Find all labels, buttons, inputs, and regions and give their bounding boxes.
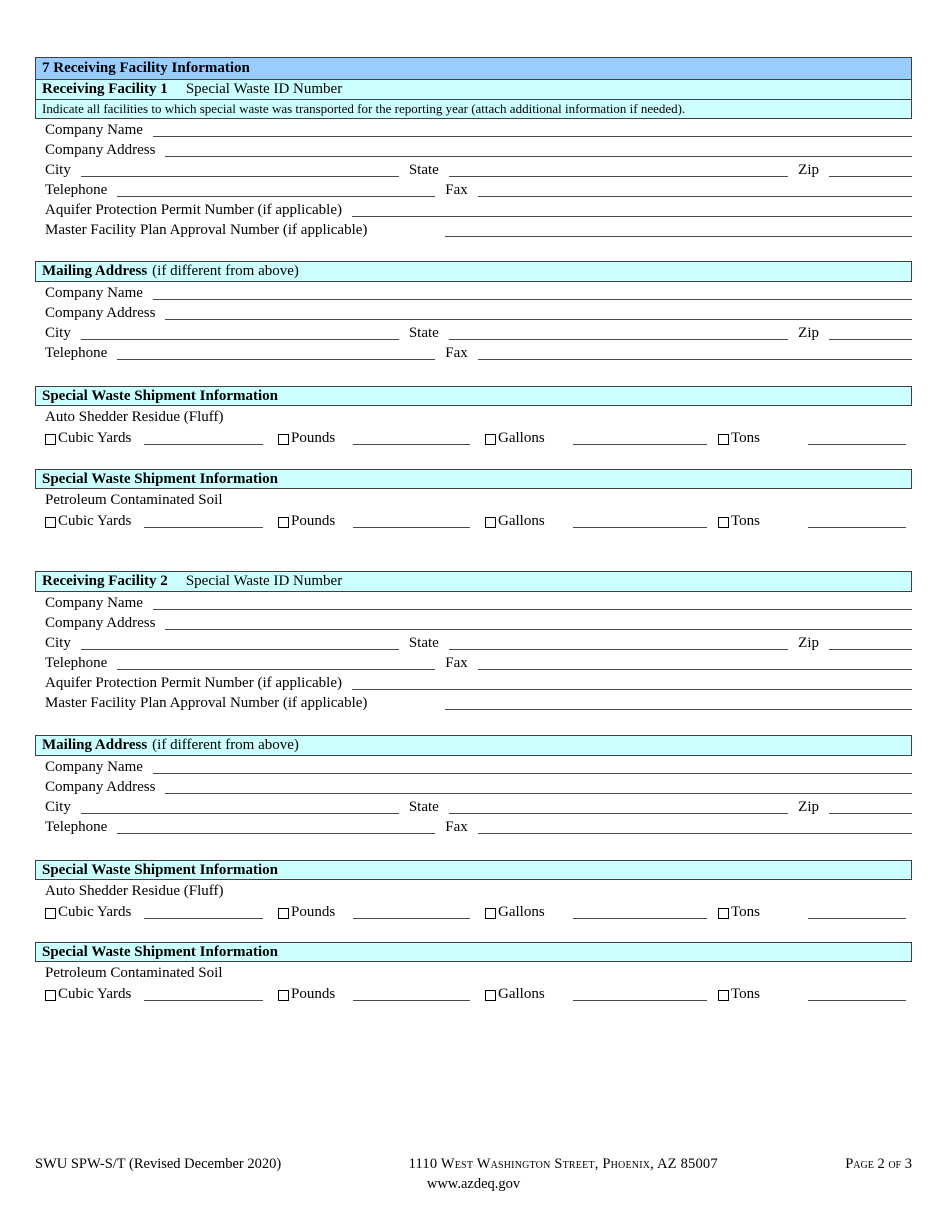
city-label: City: [45, 162, 71, 178]
agency-address: 1110 West Washington Street, Phoenix, AZ 85007: [408, 1156, 718, 1172]
company-address-label: Company Address: [45, 305, 156, 321]
fax-input-line[interactable]: [478, 359, 912, 360]
telephone-input-line[interactable]: [117, 669, 435, 670]
aquifer-permit-input-line[interactable]: [352, 216, 912, 217]
company-address-row: [35, 776, 912, 796]
mailing-address-title: Mailing Address: [42, 737, 148, 753]
telephone-input-line[interactable]: [117, 196, 435, 197]
gallons-input-line[interactable]: [573, 527, 707, 528]
tons-label: Tons: [731, 430, 760, 446]
master-plan-label: Master Facility Plan Approval Number (if applicable): [45, 222, 368, 238]
form-revision-label: SWU SPW-S/T (Revised December 2020): [35, 1156, 282, 1172]
gallons-input-line[interactable]: [573, 444, 707, 445]
gallons-label: Gallons: [498, 986, 545, 1002]
cubic-yards-label: Cubic Yards: [58, 904, 132, 920]
fax-input-line[interactable]: [478, 669, 912, 670]
city-state-zip-row: [35, 632, 912, 652]
company-name-row: [35, 592, 912, 612]
fax-label: Fax: [445, 819, 468, 835]
telephone-input-line[interactable]: [117, 359, 435, 360]
pounds-input-line[interactable]: [353, 527, 470, 528]
cubic-yards-label: Cubic Yards: [58, 986, 132, 1002]
mailing-address-subtitle: (if different from above): [152, 737, 299, 753]
zip-input-line[interactable]: [829, 649, 912, 650]
material-name-row: [35, 406, 912, 426]
gallons-checkbox[interactable]: [485, 517, 496, 528]
cubic-yards-checkbox[interactable]: [45, 990, 56, 1001]
pounds-label: Pounds: [291, 904, 336, 920]
pounds-checkbox[interactable]: [278, 434, 289, 445]
page-footer: [35, 1156, 912, 1193]
fax-input-line[interactable]: [478, 833, 912, 834]
zip-input-line[interactable]: [829, 339, 912, 340]
company-name-row: [35, 282, 912, 302]
pounds-checkbox[interactable]: [278, 908, 289, 919]
pounds-input-line[interactable]: [353, 918, 470, 919]
city-state-zip-row: [35, 159, 912, 179]
company-name-input-line[interactable]: [153, 773, 912, 774]
material-name: Petroleum Contaminated Soil: [45, 492, 223, 508]
pounds-label: Pounds: [291, 513, 336, 529]
tons-input-line[interactable]: [808, 444, 906, 445]
section-7-header-box: [35, 57, 912, 119]
cubic-yards-checkbox[interactable]: [45, 517, 56, 528]
zip-label: Zip: [798, 162, 819, 178]
cubic-yards-checkbox[interactable]: [45, 434, 56, 445]
pounds-checkbox[interactable]: [278, 517, 289, 528]
company-address-row: [35, 612, 912, 632]
receiving-facility-1-header: [36, 79, 911, 99]
master-plan-row: [35, 219, 912, 239]
facility-2-title: Receiving Facility 2: [42, 573, 168, 589]
tons-checkbox[interactable]: [718, 908, 729, 919]
zip-label: Zip: [798, 635, 819, 651]
pounds-checkbox[interactable]: [278, 990, 289, 1001]
mailing-address-subtitle: (if different from above): [152, 263, 299, 279]
shipment-info-header: [35, 469, 912, 489]
telephone-label: Telephone: [45, 819, 108, 835]
page-number: Page 2 of 3: [845, 1156, 912, 1172]
units-row: [35, 426, 912, 447]
tons-checkbox[interactable]: [718, 517, 729, 528]
master-plan-input-line[interactable]: [445, 709, 912, 710]
city-input-line[interactable]: [81, 176, 399, 177]
tons-label: Tons: [731, 513, 760, 529]
zip-input-line[interactable]: [829, 176, 912, 177]
aquifer-permit-row: [35, 199, 912, 219]
cubic-yards-input-line[interactable]: [144, 918, 263, 919]
shipment-info-title: Special Waste Shipment Information: [42, 943, 278, 960]
city-input-line[interactable]: [81, 339, 399, 340]
fax-input-line[interactable]: [478, 196, 912, 197]
section-7-title-text: 7 Receiving Facility Information: [42, 60, 250, 76]
tons-input-line[interactable]: [808, 1000, 906, 1001]
facility-2-fields: [35, 592, 912, 712]
company-name-row: [35, 756, 912, 776]
master-plan-row: [35, 692, 912, 712]
cubic-yards-input-line[interactable]: [144, 444, 263, 445]
company-address-label: Company Address: [45, 142, 156, 158]
pounds-input-line[interactable]: [353, 444, 470, 445]
units-row: [35, 900, 912, 921]
pounds-label: Pounds: [291, 986, 336, 1002]
company-name-input-line[interactable]: [153, 136, 912, 137]
material-name: Auto Shedder Residue (Fluff): [45, 409, 224, 425]
company-address-input-line[interactable]: [165, 156, 912, 157]
telephone-label: Telephone: [45, 345, 108, 361]
fax-label: Fax: [445, 345, 468, 361]
material-name-row: [35, 962, 912, 982]
state-label: State: [408, 162, 439, 178]
state-input-line[interactable]: [449, 339, 788, 340]
units-row: [35, 509, 912, 530]
state-label: State: [408, 325, 439, 341]
company-address-label: Company Address: [45, 779, 156, 795]
material-name: Auto Shedder Residue (Fluff): [45, 883, 224, 899]
company-name-label: Company Name: [45, 122, 143, 138]
instruction-row: [36, 99, 911, 118]
section-7-title: [36, 58, 911, 79]
fax-label: Fax: [445, 182, 468, 198]
pounds-label: Pounds: [291, 430, 336, 446]
company-address-input-line[interactable]: [165, 319, 912, 320]
company-name-input-line[interactable]: [153, 299, 912, 300]
gallons-label: Gallons: [498, 513, 545, 529]
tons-checkbox[interactable]: [718, 990, 729, 1001]
aquifer-permit-label: Aquifer Protection Permit Number (if applicable): [45, 202, 342, 218]
company-name-label: Company Name: [45, 285, 143, 301]
facility-2-mailing-fields: [35, 756, 912, 836]
pounds-input-line[interactable]: [353, 1000, 470, 1001]
shipment-info-header: [35, 860, 912, 880]
telephone-fax-row: [35, 179, 912, 199]
cubic-yards-label: Cubic Yards: [58, 513, 132, 529]
telephone-input-line[interactable]: [117, 833, 435, 834]
gallons-label: Gallons: [498, 904, 545, 920]
material-name-row: [35, 880, 912, 900]
city-state-zip-row: [35, 322, 912, 342]
aquifer-permit-label: Aquifer Protection Permit Number (if applicable): [45, 675, 342, 691]
city-label: City: [45, 635, 71, 651]
gallons-label: Gallons: [498, 430, 545, 446]
telephone-fax-row: [35, 342, 912, 362]
instruction-text: Indicate all facilities to which special waste was transported for the reporting year (attach additional information if needed).: [42, 101, 686, 116]
gallons-input-line[interactable]: [573, 918, 707, 919]
facility-1-title: Receiving Facility 1: [42, 81, 168, 97]
company-name-label: Company Name: [45, 595, 143, 611]
company-address-input-line[interactable]: [165, 793, 912, 794]
mailing-address-title: Mailing Address: [42, 263, 148, 279]
company-name-row: [35, 119, 912, 139]
material-name-row: [35, 489, 912, 509]
shipment-info-title: Special Waste Shipment Information: [42, 387, 278, 404]
state-input-line[interactable]: [449, 176, 788, 177]
city-input-line[interactable]: [81, 813, 399, 814]
tons-checkbox[interactable]: [718, 434, 729, 445]
state-label: State: [408, 635, 439, 651]
state-input-line[interactable]: [449, 813, 788, 814]
shipment-info-title: Special Waste Shipment Information: [42, 470, 278, 487]
telephone-fax-row: [35, 816, 912, 836]
mailing-address-header-1: [35, 261, 912, 282]
tons-label: Tons: [731, 904, 760, 920]
company-address-input-line[interactable]: [165, 629, 912, 630]
shipment-info-title: Special Waste Shipment Information: [42, 861, 278, 878]
gallons-input-line[interactable]: [573, 1000, 707, 1001]
cubic-yards-label: Cubic Yards: [58, 430, 132, 446]
shipment-info-header: [35, 386, 912, 406]
master-plan-input-line[interactable]: [445, 236, 912, 237]
tons-input-line[interactable]: [808, 527, 906, 528]
tons-input-line[interactable]: [808, 918, 906, 919]
company-name-input-line[interactable]: [153, 609, 912, 610]
tons-label: Tons: [731, 986, 760, 1002]
facility-1-fields: [35, 119, 912, 239]
master-plan-label: Master Facility Plan Approval Number (if applicable): [45, 695, 368, 711]
cubic-yards-input-line[interactable]: [144, 1000, 263, 1001]
city-label: City: [45, 799, 71, 815]
company-name-label: Company Name: [45, 759, 143, 775]
special-waste-id-label: Special Waste ID Number: [185, 573, 343, 589]
city-input-line[interactable]: [81, 649, 399, 650]
company-address-row: [35, 302, 912, 322]
special-waste-id-label: Special Waste ID Number: [185, 81, 343, 97]
zip-input-line[interactable]: [829, 813, 912, 814]
cubic-yards-checkbox[interactable]: [45, 908, 56, 919]
telephone-label: Telephone: [45, 182, 108, 198]
shipment-info-header: [35, 942, 912, 962]
units-row: [35, 982, 912, 1003]
company-address-row: [35, 139, 912, 159]
agency-website: www.azdeq.gov: [426, 1176, 521, 1192]
gallons-checkbox[interactable]: [485, 990, 496, 1001]
telephone-fax-row: [35, 652, 912, 672]
material-name: Petroleum Contaminated Soil: [45, 965, 223, 981]
company-address-label: Company Address: [45, 615, 156, 631]
mailing-address-header-2: [35, 735, 912, 756]
zip-label: Zip: [798, 799, 819, 815]
state-label: State: [408, 799, 439, 815]
city-label: City: [45, 325, 71, 341]
receiving-facility-2-header: [35, 571, 912, 592]
fax-label: Fax: [445, 655, 468, 671]
gallons-checkbox[interactable]: [485, 908, 496, 919]
state-input-line[interactable]: [449, 649, 788, 650]
city-state-zip-row: [35, 796, 912, 816]
telephone-label: Telephone: [45, 655, 108, 671]
aquifer-permit-input-line[interactable]: [352, 689, 912, 690]
cubic-yards-input-line[interactable]: [144, 527, 263, 528]
gallons-checkbox[interactable]: [485, 434, 496, 445]
facility-1-mailing-fields: [35, 282, 912, 362]
aquifer-permit-row: [35, 672, 912, 692]
zip-label: Zip: [798, 325, 819, 341]
